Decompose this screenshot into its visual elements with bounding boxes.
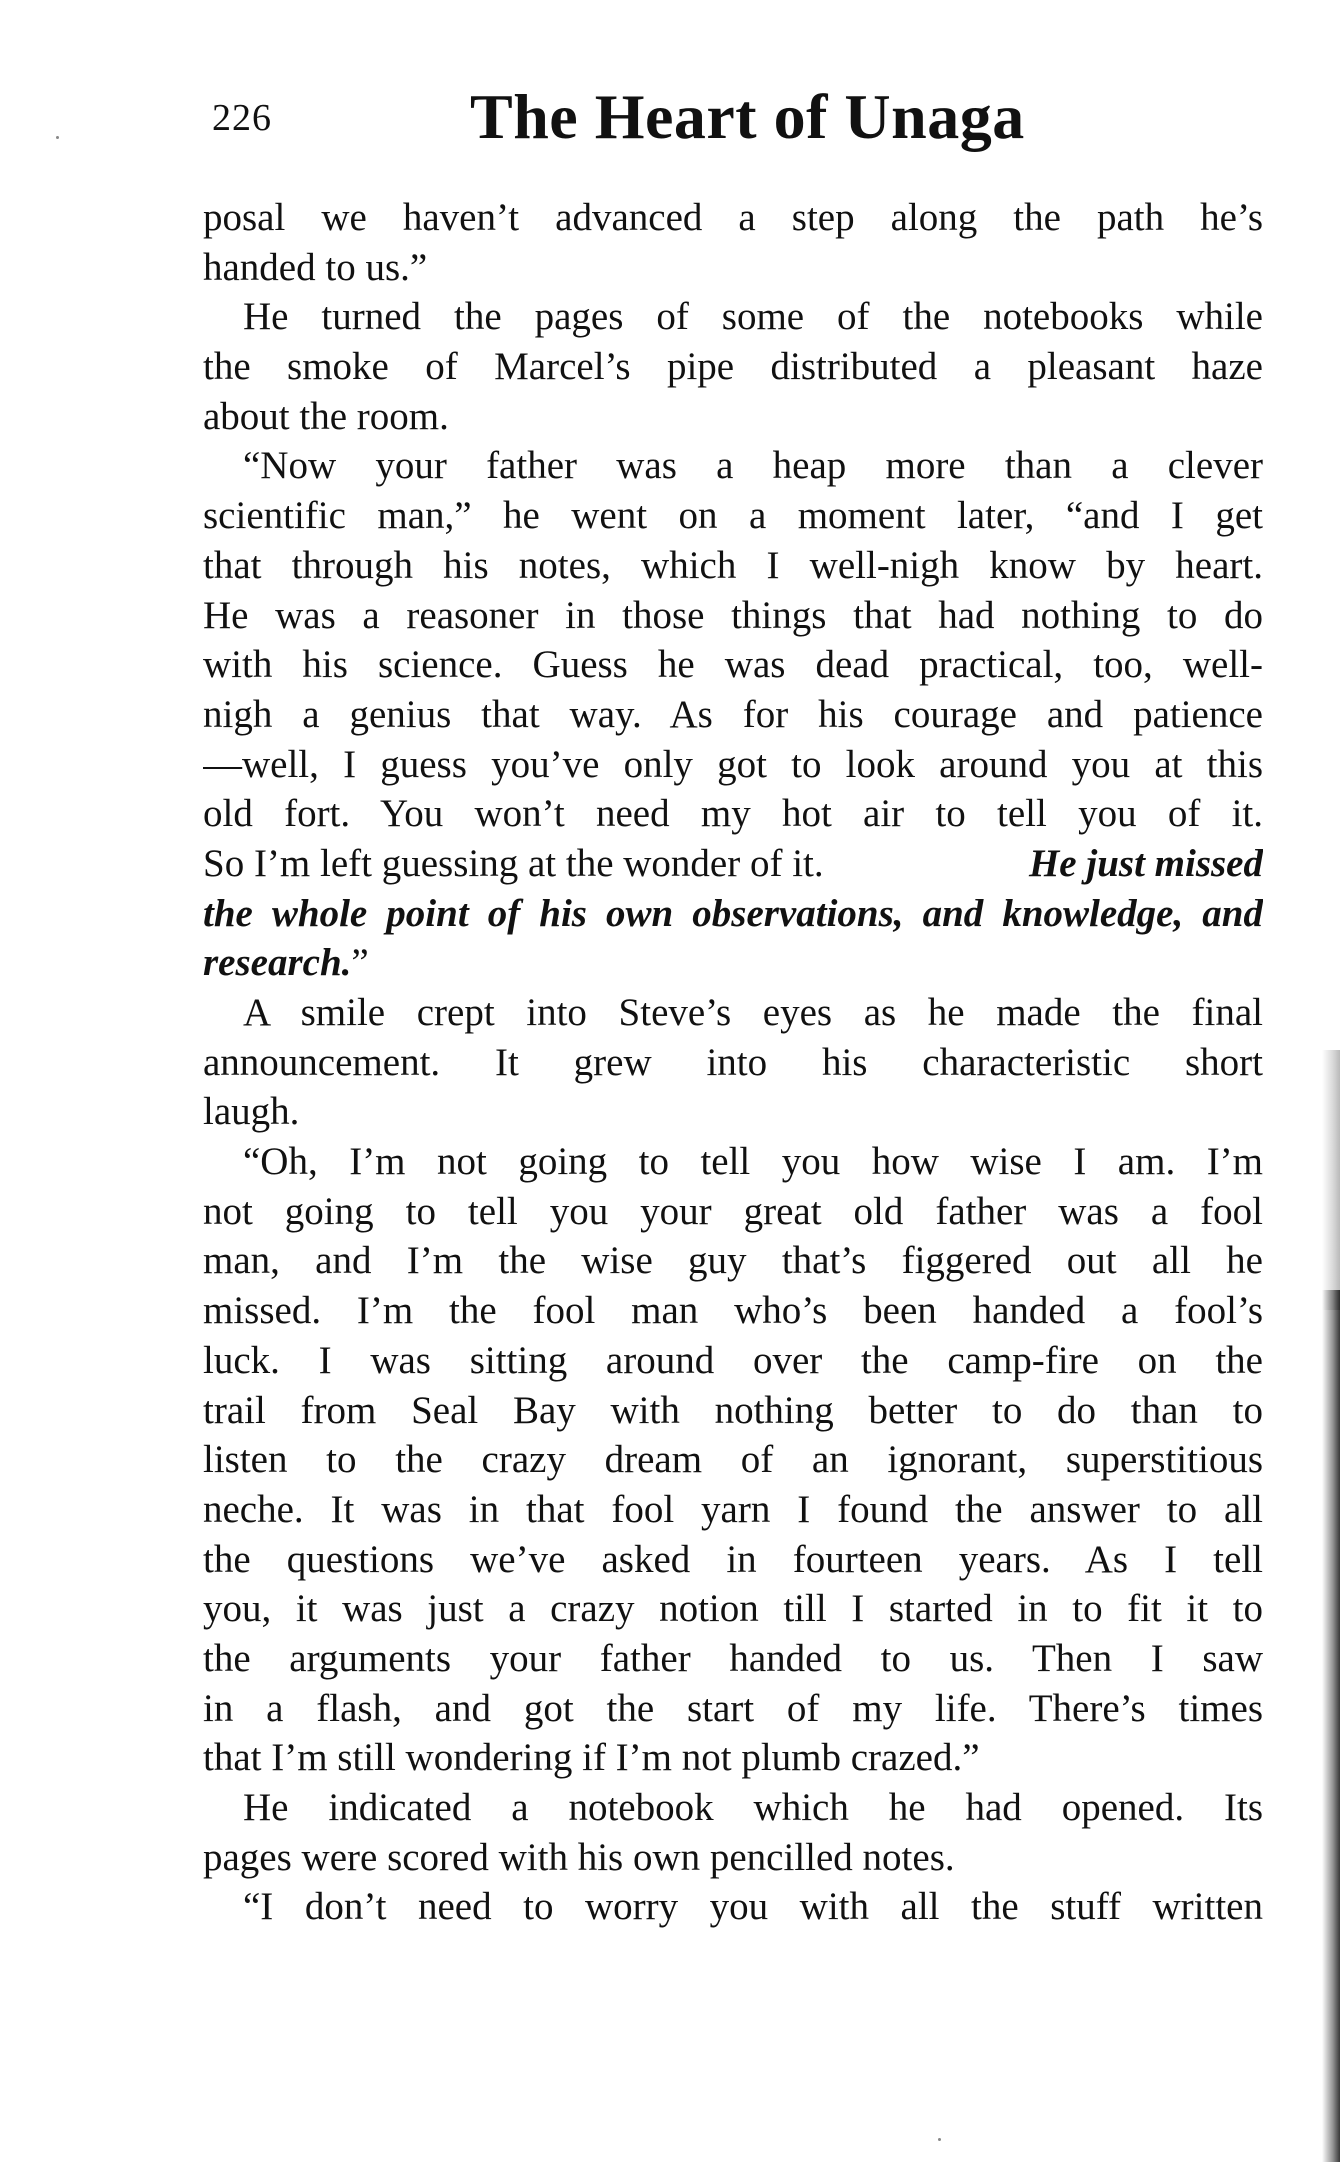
text-line: in a flash, and got the start of my life. There’s times — [203, 1686, 1263, 1730]
text-line-roman: So I’m left guessing at the wonder of it. — [203, 841, 824, 885]
text-line: with his science. Guess he was dead practical, too, well- — [203, 643, 1263, 687]
text-line: A smile crept into Steve’s eyes as he made the final — [243, 991, 1263, 1034]
page-edge-shadow — [1322, 1050, 1340, 1310]
text-line: the questions we’ve asked in fourteen years. As I tell — [203, 1537, 1263, 1581]
closing-quote: ” — [351, 941, 369, 985]
text-line: nigh a genius that way. As for his courage and patience — [203, 692, 1263, 736]
text-line: that through his notes, which I well-nigh know by heart. — [203, 543, 1263, 587]
body-text — [203, 193, 1263, 1932]
text-line: the arguments your father handed to us. Then I saw — [203, 1636, 1263, 1680]
text-line: neche. It was in that fool yarn I found the answer to all — [203, 1487, 1263, 1531]
text-line: laugh. — [203, 1090, 300, 1134]
text-line-italic: He just missed — [1028, 841, 1263, 885]
scan-speck — [56, 136, 59, 139]
text-line: “Now your father was a heap more than a clever — [243, 444, 1263, 488]
text-line-mixed — [203, 938, 1263, 988]
text-line: luck. I was sitting around over the camp-fire on the — [203, 1338, 1263, 1382]
text-line: the smoke of Marcel’s pipe distributed a pleasant haze — [203, 345, 1263, 389]
text-line: pages were scored with his own pencilled notes. — [203, 1835, 955, 1879]
page-header — [200, 78, 1260, 158]
page-number: 226 — [212, 97, 272, 139]
text-line: “Oh, I’m not going to tell you how wise I am. I’m — [243, 1140, 1263, 1184]
text-line: about the room. — [203, 394, 449, 438]
text-line: missed. I’m the fool man who’s been handed a fool’s — [203, 1289, 1263, 1333]
text-line-mixed — [203, 839, 1263, 889]
text-line: He was a reasoner in those things that had nothing to do — [203, 593, 1263, 637]
text-line: listen to the crazy dream of an ignorant, superstitious — [203, 1438, 1263, 1482]
text-line: He indicated a notebook which he had opened. Its — [243, 1786, 1263, 1829]
text-line: posal we haven’t advanced a step along the path he’s — [203, 196, 1263, 239]
scan-speck — [938, 2138, 941, 2141]
text-line: not going to tell you your great old father was a fool — [203, 1189, 1263, 1233]
text-line: announcement. It grew into his characteristic short — [203, 1040, 1263, 1084]
text-line: man, and I’m the wise guy that’s figgered out all he — [203, 1239, 1263, 1283]
page-edge-shadow — [1322, 1290, 1340, 2162]
text-line: trail from Seal Bay with nothing better to do than to — [203, 1388, 1263, 1432]
running-title: The Heart of Unaga — [470, 81, 1025, 152]
text-line: old fort. You won’t need my hot air to tell you of it. — [203, 792, 1263, 836]
text-line: He turned the pages of some of the notebooks while — [243, 295, 1263, 339]
text-line-italic: the whole point of his own observations, and knowledge, and — [203, 891, 1263, 935]
text-line: handed to us.” — [203, 245, 428, 289]
text-line: that I’m still wondering if I’m not plumb crazed.” — [203, 1736, 980, 1780]
text-line: scientific man,” he went on a moment later, “and I get — [203, 494, 1263, 538]
text-line-italic: research. — [203, 941, 352, 985]
text-line: “I don’t need to worry you with all the stuff written — [243, 1885, 1263, 1929]
text-line: —well, I guess you’ve only got to look around you at this — [203, 742, 1263, 786]
text-line: you, it was just a crazy notion till I started in to fit it to — [203, 1587, 1263, 1631]
